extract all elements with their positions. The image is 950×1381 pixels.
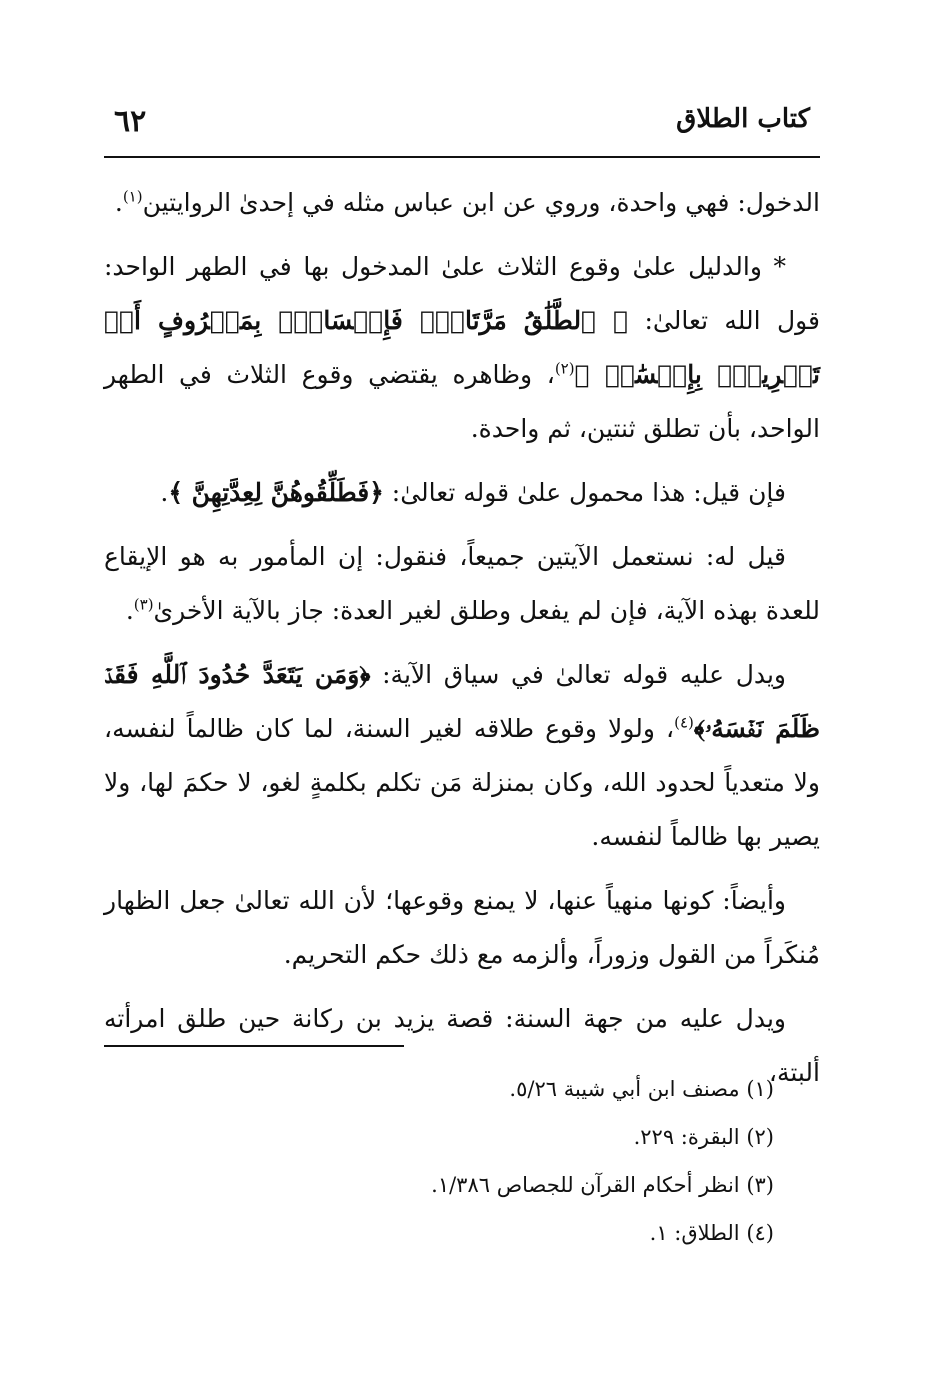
footnote-ref-3: (٣)	[133, 595, 154, 614]
paragraph-5	[104, 648, 820, 864]
paragraph-text: ويدل عليه من جهة السنة: قصة يزيد بن ركانة حين طلق امرأته ألبتة،	[104, 1004, 820, 1087]
paragraph-3	[104, 466, 820, 520]
quran-verse: ﴿ ٱلطَّلَٰقُ مَرَّتَانِۖ فَإِمۡسَاكُۢ بِمَعۡرُوفٍ أَوۡ تَسۡرِيحُۢ بِإِحۡسَٰنٖ ﴾	[104, 306, 820, 389]
footnote-4: (٤) الطلاق: ١.	[649, 1221, 774, 1245]
paragraph-1	[104, 176, 820, 230]
paragraph-6	[104, 874, 820, 982]
paragraph-2	[104, 240, 820, 456]
footnote-ref-1: (١)	[122, 187, 143, 206]
paragraph-text: قيل له: نستعمل الآيتين جميعاً، فنقول: إن المأمور به هو الإيقاع للعدة بهذه الآية، فإن لم يفعل وطلق لغير العدة: جاز بالآية الأخرىٰ	[104, 542, 820, 625]
main-text	[104, 176, 820, 1110]
paragraph-tail: .	[125, 596, 134, 625]
paragraph-text: الدخول: فهي واحدة، وروي عن ابن عباس مثله في إحدىٰ الروايتين	[142, 188, 820, 217]
page-number: ٦٢	[114, 104, 147, 139]
footnote-1: (١) مصنف ابن أبي شيبة ٥/٢٦.	[509, 1077, 774, 1101]
footnote-ref-4: (٤)	[674, 713, 694, 732]
footnote-divider	[104, 1045, 404, 1047]
footnote-2: (٢) البقرة: ٢٢٩.	[633, 1125, 774, 1149]
footnotes	[104, 1045, 820, 1257]
footnote-ref-2: (٢)	[554, 359, 575, 378]
paragraph-tail: ، ولولا وقوع طلاقه لغير السنة، لما كان ظالماً لنفسه، ولا متعدياً لحدود الله، وكان بمنزلة مَن تكلم بكلمةٍ لغو، لا حكمَ لها، ولا يصير بها ظالماً لنفسه.	[104, 714, 820, 851]
paragraph-tail: .	[160, 478, 169, 507]
quran-verse: ﴿فَطَلِّقُوهُنَّ لِعِدَّتِهِنَّ ﴾	[168, 478, 384, 507]
quran-verse: ﴿وَمَن يَتَعَدَّ حُدُودَ ٱللَّهِ فَقَدۡ ظَلَمَ نَفۡسَهُۥ﴾	[104, 660, 820, 743]
paragraph-text: ويدل عليه قوله تعالىٰ في سياق الآية:	[370, 660, 787, 689]
paragraph-tail: .	[114, 188, 123, 217]
footnote-3: (٣) انظر أحكام القرآن للجصاص ١/٣٨٦.	[431, 1173, 774, 1197]
footnote-list	[104, 1065, 774, 1257]
paragraph-text: وأيضاً: كونها منهياً عنها، لا يمنع وقوعها؛ لأن الله تعالىٰ جعل الظهار مُنكَراً من القول وزوراً، وألزمه مع ذلك حكم التحريم.	[104, 886, 820, 969]
page-header	[104, 96, 820, 158]
paragraph-4	[104, 530, 820, 638]
paragraph-text: * والدليل علىٰ وقوع الثلاث علىٰ المدخول بها في الطهر الواحد: قول الله تعالىٰ:	[104, 252, 820, 335]
running-title: كتاب الطلاق	[676, 104, 810, 134]
paragraph-tail: ، وظاهره يقتضي وقوع الثلاث في الطهر الواحد، بأن تطلق ثنتين، ثم واحدة.	[104, 360, 820, 443]
paragraph-text: فإن قيل: هذا محمول علىٰ قوله تعالىٰ:	[383, 478, 786, 507]
